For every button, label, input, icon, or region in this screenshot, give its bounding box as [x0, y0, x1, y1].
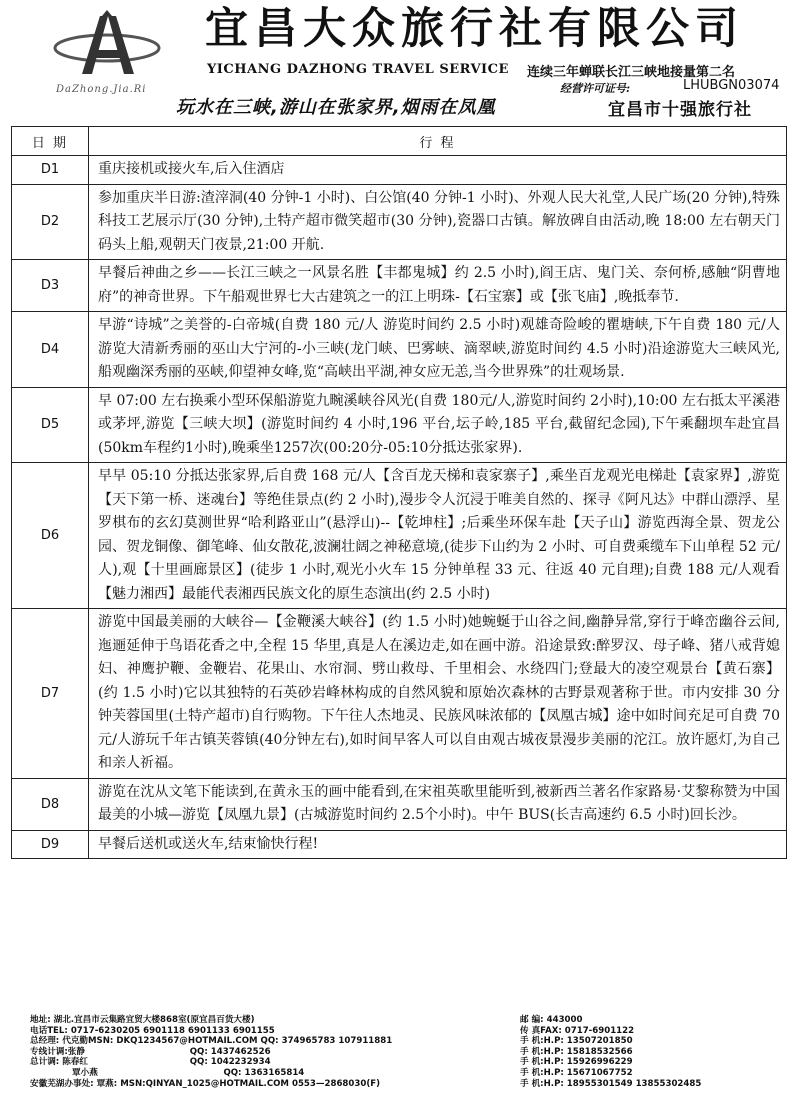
- company-logo-icon: [52, 10, 162, 80]
- table-row: [12, 260, 787, 312]
- license-label: 经营许可证号:: [560, 82, 631, 95]
- table-row: [12, 463, 787, 609]
- mobile-line: 手 机:H.P: 13507201850: [520, 1036, 633, 1047]
- table-row: [12, 312, 787, 388]
- day-cell: D8: [12, 778, 89, 830]
- manager-line: 总经理: 代克勤MSN: DKQ1234567@HOTMAIL.COM QQ: 374965783 107911881: [30, 1036, 393, 1047]
- mobile-line: 手 机:H.P: 15926996229: [520, 1057, 633, 1068]
- award-text: 连续三年蝉联长江三峡地接量第二名: [527, 65, 736, 80]
- agency-rank: 宜昌市十强旅行社: [608, 100, 752, 120]
- mobile-line: 手 机:H.P: 15671067752: [520, 1067, 633, 1078]
- postcode-line: 邮 编: 443000: [520, 1015, 583, 1025]
- table-row: [12, 778, 787, 830]
- fax-line: 传 真FAX: 0717-6901122: [520, 1025, 635, 1036]
- day-cell: D5: [12, 387, 89, 463]
- header-itinerary: 行 程: [89, 127, 787, 156]
- mobile-line: 手 机:H.P: 15818532566: [520, 1046, 633, 1057]
- planner-line: 专线计调:张静 QQ: 1437462526: [30, 1046, 271, 1057]
- table-row: [12, 830, 787, 859]
- contact-footer: [30, 1015, 790, 1099]
- header-day: 日 期: [12, 127, 89, 156]
- itinerary-cell: 早餐后送机或送火车,结束愉快行程!: [89, 830, 787, 859]
- slogan: 玩水在三峡,游山在张家界,烟雨在凤凰: [176, 97, 496, 118]
- itinerary-cell: 游览在沈从文笔下能读到,在黄永玉的画中能看到,在宋祖英歌里能听到,被新西兰著名作家路易·艾黎称赞为中国最美的小城—游览【凤凰九景】(古城游览时间约 2.5个小时)。中午 BUS(长吉高速约 6.5 小时)回长沙。: [89, 778, 787, 830]
- day-cell: D9: [12, 830, 89, 859]
- table-header: [12, 127, 787, 156]
- itinerary-cell: 游览中国最美丽的大峡谷—【金鞭溪大峡谷】(约 1.5 小时)她蜿蜒于山谷之间,幽静异常,穿行于峰峦幽谷云间,迤逦延伸于鸟语花香之中,全程 15 华里,真是人在溪边走,如在画中游。沿途景致:醉罗汉、母子峰、猪八戒背媳妇、神鹰护鞭、金鞭岩、花果山、水帘洞、劈山救母、千里相会、水绕四门;登最大的凌空观景台【黄石寨】(约 1.5 小时)它以其独特的石英砂岩峰林构成的自然风貌和原始次森林的古野景观著称于世。市内安排 30 分钟芙蓉国里(土特产超市)自行购物。下午往人杰地灵、民族风味浓郁的【凤凰古城】途中如时间充足可自费 70元/人游玩千年古镇芙蓉镇(40分钟左右),如时间早客人可以自由观古城夜景漫步美丽的沱江。放许愿灯,为自己和亲人祈福。: [89, 609, 787, 779]
- table-row: [12, 184, 787, 260]
- day-cell: D6: [12, 463, 89, 609]
- logo-caption: DaZhong.Jia.Ri: [56, 84, 147, 95]
- phone-line: 电话TEL: 0717-6230205 6901118 6901133 6901155: [30, 1025, 275, 1036]
- company-name-en: YICHANG DAZHONG TRAVEL SERVICE: [207, 62, 509, 77]
- day-cell: D4: [12, 312, 89, 388]
- itinerary-cell: 参加重庆半日游:渣滓洞(40 分钟-1 小时)、白公馆(40 分钟-1 小时)、外观人民大礼堂,人民广场(20 分钟),特殊科技工艺展示厅(30 分钟),土特产超市微笑超市(30 分钟),瓷器口古镇。解放碑自由活动,晚 18:00 左右朝天门码头上船,观朝天门夜景,21:00 开航.: [89, 184, 787, 260]
- contact-left-column: [30, 1015, 510, 1089]
- table-row: [12, 387, 787, 463]
- office-line: 安徽芜湖办事处: 覃燕: MSN:QINYAN_1025@HOTMAIL.COM 0553—2868030(F): [30, 1078, 381, 1089]
- planner-line: 覃小燕 QQ: 1363165814: [72, 1067, 305, 1078]
- license-number: LHUBGN03074: [683, 78, 780, 93]
- chief-planner-line: 总计调: 陈春红 QQ: 1042232934: [30, 1057, 271, 1068]
- company-name-cn: 宜昌大众旅行社有限公司: [205, 4, 744, 54]
- day-cell: D1: [12, 156, 89, 185]
- day-cell: D7: [12, 609, 89, 779]
- day-cell: D2: [12, 184, 89, 260]
- itinerary-cell: 重庆接机或接火车,后入住酒店: [89, 156, 787, 185]
- itinerary-cell: 早餐后神曲之乡——长江三峡之一风景名胜【丰都鬼城】约 2.5 小时),阎王店、鬼门关、奈何桥,感触“阴曹地府”的神奇世界。下午船观世界七大古建筑之一的江上明珠-【石宝寨】或【张飞庙】,晚抵奉节.: [89, 260, 787, 312]
- day-cell: D3: [12, 260, 89, 312]
- address-line: 地址: 湖北.宜昌市云集路宜贸大楼868室(原宜昌百货大楼): [30, 1015, 255, 1025]
- mobile-line: 手 机:H.P: 18955301549 13855302485: [520, 1078, 702, 1089]
- contact-right-column: [520, 1015, 790, 1089]
- table-row: [12, 156, 787, 185]
- letterhead: [0, 0, 800, 124]
- itinerary-cell: 早早 05:10 分抵达张家界,后自费 168 元/人【含百龙天梯和袁家寨子】,乘坐百龙观光电梯赴【袁家界】,游览【天下第一桥、迷魂台】等绝佳景点(约 2 小时),漫步令人沉浸于唯美自然的、探寻《阿凡达》中群山漂浮、星罗棋布的玄幻莫测世界“哈利路亚山”(悬浮山)--【乾坤柱】;后乘坐环保车赴【天子山】游览西海全景、贺龙公园、贺龙铜像、御笔峰、仙女散花,波澜壮阔之神秘意境,(徒步下山约为 2 小时、可自费乘缆车下山单程 52 元/人),观【十里画廊景区】(徒步 1 小时,观光小火车 15 分钟单程 33 元、往返 40 元自理);自费 188 元/人观看【魅力湘西】最能代表湘西民族文化的原生态演出(约 2.5 小时): [89, 463, 787, 609]
- itinerary-cell: 早游“诗城”之美誉的-白帝城(自费 180 元/人 游览时间约 2.5 小时)观雄奇险峻的瞿塘峡,下午自费 180 元/人游览大清新秀丽的巫山大宁河的-小三峡(龙门峡、巴雾峡、滴翠峡,游览时间约 4.5 小时)沿途游览大三峡风光,船观幽深秀丽的巫峡,仰望神女峰,览“高峡出平湖,神女应无恙,当今世界殊”的壮观场景.: [89, 312, 787, 388]
- itinerary-cell: 早 07:00 左右换乘小型环保船游览九畹溪峡谷风光(自费 180元/人,游览时间约 2小时),10:00 左右抵太平溪港或茅坪,游览【三峡大坝】(游览时间约 4 小时,196 平台,坛子岭,185 平台,截留纪念园),下午乘翻坝车赴宜昌(50km车程约1小时),晚乘坐1257次(00:20分-05:10分抵达张家界).: [89, 387, 787, 463]
- itinerary-table: [11, 126, 787, 859]
- table-row: [12, 609, 787, 779]
